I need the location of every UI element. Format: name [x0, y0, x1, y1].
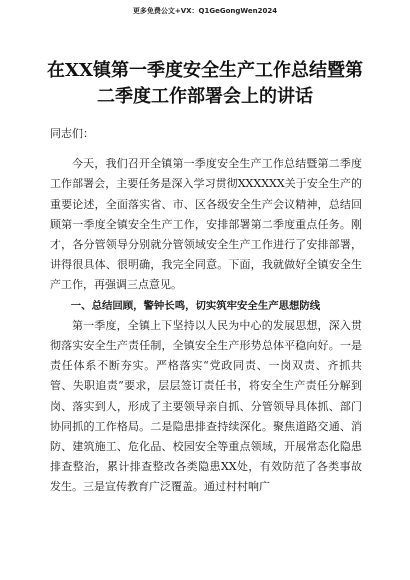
section-paragraph: 第一季度，全镇上下坚持以人民为中心的发展思想，深入贯彻落实安全生产责任制，全镇安全生产形势总体平稳向好。一是责任体系不断夯实。严格落实“党政同责、一岗双责、齐抓共管、失职追责”要求，层层签订责任书，将安全生产责任分解到岗、落实到人，形成了主要领导亲自抓、分管领导具体抓、部门协同抓的工作格局。二是隐患排查持续深化。聚焦道路交通、消防、建筑施工、危化品、校园安全等重点领域，开展常态化隐患排查整治，累计排查整改各类隐患XX处，有效防范了各类事故发生。三是宣传教育广泛覆盖。通过村村响广: [50, 318, 362, 494]
title-line-2: 二季度工作部署会上的讲话: [97, 86, 313, 107]
document-body: [50, 124, 362, 498]
section-heading: 一、总结回顾，警钟长鸣，切实筑牢安全生产思想防线: [70, 299, 321, 312]
document-title: [40, 58, 370, 110]
salutation: 同志们：: [50, 127, 94, 140]
intro-paragraph: 今天，我们召开全镇第一季度安全生产工作总结暨第二季度工作部署会，主要任务是深入学习贯彻XXXXXX关于安全生产的重要论述，全面落实省、市、区各级安全生产会议精神，总结回顾第一季度全镇安全生产工作，安排部署第二季度重点任务。刚才，各分管领导分别就分管领域安全生产工作进行了安排部署，讲得很具体、很明确，我完全同意。下面，我就做好全镇安全生产工作，再强调三点意见。: [50, 157, 362, 292]
header-note: 更多免费公文+VX：Q1GeGongWen2024: [132, 7, 278, 15]
title-line-1: 在XX镇第一季度安全生产工作总结暨第: [47, 60, 363, 81]
